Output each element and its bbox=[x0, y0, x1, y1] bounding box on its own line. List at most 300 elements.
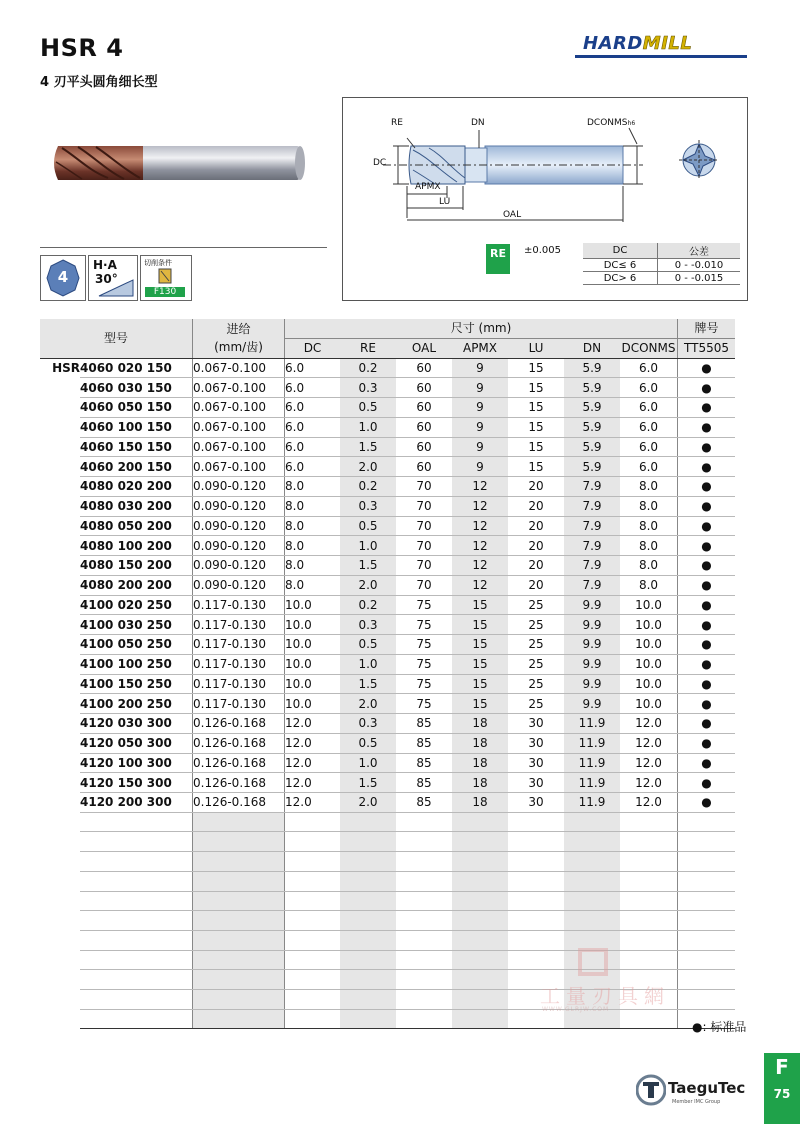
row-apmx-empty bbox=[452, 911, 508, 931]
row-re: 2.0 bbox=[340, 694, 396, 714]
table-row bbox=[40, 516, 735, 536]
row-oal-empty bbox=[396, 930, 452, 950]
row-dn: 11.9 bbox=[564, 793, 620, 813]
row-re: 0.5 bbox=[340, 635, 396, 655]
tolerance-header-tol: 公差 bbox=[658, 243, 741, 259]
table-row bbox=[40, 556, 735, 576]
row-apmx-empty bbox=[452, 871, 508, 891]
row-dn: 9.9 bbox=[564, 694, 620, 714]
row-re-empty bbox=[340, 891, 396, 911]
row-apmx-empty bbox=[452, 891, 508, 911]
row-dn: 11.9 bbox=[564, 773, 620, 793]
row-grade: ● bbox=[678, 575, 736, 595]
row-grade: ● bbox=[678, 398, 736, 418]
row-prefix bbox=[40, 575, 80, 595]
row-lu-empty bbox=[508, 871, 564, 891]
table-row bbox=[40, 417, 735, 437]
row-apmx-empty bbox=[452, 852, 508, 872]
row-prefix bbox=[40, 753, 80, 773]
row-oal-empty bbox=[396, 911, 452, 931]
row-apmx-empty bbox=[452, 832, 508, 852]
row-dconms-empty bbox=[620, 871, 678, 891]
table-row bbox=[40, 437, 735, 457]
row-prefix: HSR bbox=[52, 361, 80, 376]
row-dc: 6.0 bbox=[285, 437, 341, 457]
row-oal: 60 bbox=[396, 457, 452, 477]
row-dconms: 8.0 bbox=[620, 556, 678, 576]
row-re: 0.2 bbox=[340, 477, 396, 497]
row-apmx: 12 bbox=[452, 556, 508, 576]
row-prefix bbox=[40, 654, 80, 674]
row-feed: 0.067-0.100 bbox=[193, 417, 285, 437]
row-apmx: 15 bbox=[452, 595, 508, 615]
row-lu: 25 bbox=[508, 654, 564, 674]
row-oal: 60 bbox=[396, 378, 452, 398]
row-oal: 60 bbox=[396, 417, 452, 437]
row-re-empty bbox=[340, 989, 396, 1009]
row-dconms: 8.0 bbox=[620, 536, 678, 556]
row-apmx: 9 bbox=[452, 457, 508, 477]
row-code-empty bbox=[80, 950, 193, 970]
row-apmx-empty bbox=[452, 930, 508, 950]
tolerance-value: 0 - -0.010 bbox=[658, 259, 741, 272]
end-mill-image bbox=[48, 132, 310, 192]
row-prefix bbox=[40, 694, 80, 714]
product-table-body bbox=[40, 358, 735, 1029]
row-oal-empty bbox=[396, 1009, 452, 1029]
row-grade: ● bbox=[678, 378, 736, 398]
row-dconms: 6.0 bbox=[620, 358, 678, 378]
section-letter: F bbox=[775, 1055, 789, 1079]
row-code-empty bbox=[80, 812, 193, 832]
row-re: 0.3 bbox=[340, 615, 396, 635]
table-row bbox=[40, 733, 735, 753]
row-apmx: 12 bbox=[452, 496, 508, 516]
row-oal-empty bbox=[396, 812, 452, 832]
brand-logo bbox=[575, 30, 747, 64]
cutting-condition-code: F130 bbox=[145, 287, 185, 297]
tolerance-header-row bbox=[583, 243, 740, 259]
row-feed: 0.090-0.120 bbox=[193, 516, 285, 536]
row-feed: 0.117-0.130 bbox=[193, 674, 285, 694]
row-feed: 0.117-0.130 bbox=[193, 654, 285, 674]
row-oal: 70 bbox=[396, 536, 452, 556]
label-dc: DC bbox=[373, 158, 387, 168]
row-dc: 8.0 bbox=[285, 477, 341, 497]
row-oal: 85 bbox=[396, 773, 452, 793]
row-feed-empty bbox=[193, 950, 285, 970]
row-re: 0.2 bbox=[340, 358, 396, 378]
row-oal: 75 bbox=[396, 595, 452, 615]
row-grade-empty bbox=[678, 852, 736, 872]
row-apmx-empty bbox=[452, 812, 508, 832]
row-lu-empty bbox=[508, 852, 564, 872]
row-dconms: 12.0 bbox=[620, 773, 678, 793]
row-grade: ● bbox=[678, 595, 736, 615]
row-grade: ● bbox=[678, 733, 736, 753]
row-feed: 0.117-0.130 bbox=[193, 635, 285, 655]
row-apmx: 15 bbox=[452, 674, 508, 694]
row-dconms: 6.0 bbox=[620, 437, 678, 457]
row-re: 1.5 bbox=[340, 556, 396, 576]
table-row bbox=[40, 595, 735, 615]
row-dconms: 12.0 bbox=[620, 793, 678, 813]
row-code: 4100 200 250 bbox=[80, 694, 193, 714]
row-grade-empty bbox=[678, 891, 736, 911]
brand-part-mill: MILL bbox=[642, 33, 693, 54]
label-dconms-main: DCONMS bbox=[587, 118, 628, 128]
row-dn: 5.9 bbox=[564, 437, 620, 457]
empty-row bbox=[40, 911, 735, 931]
table-row bbox=[40, 773, 735, 793]
row-dc: 6.0 bbox=[285, 358, 341, 378]
row-feed: 0.117-0.130 bbox=[193, 595, 285, 615]
row-dn: 5.9 bbox=[564, 378, 620, 398]
row-grade: ● bbox=[678, 477, 736, 497]
row-grade-empty bbox=[678, 970, 736, 990]
row-re: 0.5 bbox=[340, 398, 396, 418]
row-apmx: 15 bbox=[452, 694, 508, 714]
table-row bbox=[40, 536, 735, 556]
header-grade: 牌号 bbox=[678, 319, 736, 338]
label-oal: OAL bbox=[503, 210, 522, 220]
legend-standard: ●: 标准品 bbox=[692, 1020, 747, 1034]
row-apmx: 9 bbox=[452, 417, 508, 437]
row-dc: 8.0 bbox=[285, 556, 341, 576]
row-oal: 70 bbox=[396, 496, 452, 516]
row-code: 4080 030 200 bbox=[80, 496, 193, 516]
row-re: 1.0 bbox=[340, 753, 396, 773]
row-code: 4100 030 250 bbox=[80, 615, 193, 635]
row-grade: ● bbox=[678, 753, 736, 773]
row-dn: 11.9 bbox=[564, 753, 620, 773]
row-grade: ● bbox=[678, 496, 736, 516]
row-feed: 0.117-0.130 bbox=[193, 694, 285, 714]
row-dc-empty bbox=[285, 812, 341, 832]
row-dc: 12.0 bbox=[285, 773, 341, 793]
row-grade: ● bbox=[678, 536, 736, 556]
row-dc-empty bbox=[285, 832, 341, 852]
row-apmx: 15 bbox=[452, 635, 508, 655]
row-oal: 70 bbox=[396, 477, 452, 497]
row-feed: 0.067-0.100 bbox=[193, 437, 285, 457]
cutting-condition-icon bbox=[140, 255, 192, 301]
row-lu: 20 bbox=[508, 536, 564, 556]
header-dimensions: 尺寸 (mm) bbox=[285, 319, 678, 338]
header-oal: OAL bbox=[396, 338, 452, 358]
row-dconms: 10.0 bbox=[620, 615, 678, 635]
row-prefix-empty bbox=[40, 970, 80, 990]
row-grade: ● bbox=[678, 674, 736, 694]
helix-value: 30° bbox=[95, 272, 118, 286]
row-feed: 0.117-0.130 bbox=[193, 615, 285, 635]
empty-row bbox=[40, 812, 735, 832]
row-apmx: 9 bbox=[452, 437, 508, 457]
row-code: 4120 150 300 bbox=[80, 773, 193, 793]
row-oal-empty bbox=[396, 852, 452, 872]
company-name: TaeguTec bbox=[668, 1079, 746, 1097]
row-oal: 75 bbox=[396, 654, 452, 674]
row-lu-empty bbox=[508, 832, 564, 852]
row-prefix bbox=[40, 378, 80, 398]
row-re-empty bbox=[340, 871, 396, 891]
row-lu: 30 bbox=[508, 714, 564, 734]
watermark-url: WWW.GLRJW.COM bbox=[542, 1006, 610, 1013]
row-grade: ● bbox=[678, 793, 736, 813]
row-re: 0.3 bbox=[340, 496, 396, 516]
row-grade: ● bbox=[678, 358, 736, 378]
row-feed: 0.090-0.120 bbox=[193, 556, 285, 576]
row-code: 4080 020 200 bbox=[80, 477, 193, 497]
row-dn: 9.9 bbox=[564, 615, 620, 635]
table-header-row bbox=[40, 319, 735, 338]
row-dc: 6.0 bbox=[285, 457, 341, 477]
row-grade-empty bbox=[678, 871, 736, 891]
row-re: 0.3 bbox=[340, 378, 396, 398]
row-code: 4080 050 200 bbox=[80, 516, 193, 536]
row-apmx: 9 bbox=[452, 358, 508, 378]
label-re: RE bbox=[391, 118, 403, 128]
row-lu: 25 bbox=[508, 694, 564, 714]
row-dconms: 10.0 bbox=[620, 674, 678, 694]
cutting-condition-label: 切削条件 bbox=[144, 259, 172, 267]
row-grade-empty bbox=[678, 832, 736, 852]
table-row bbox=[40, 358, 735, 378]
row-re: 2.0 bbox=[340, 575, 396, 595]
row-dconms: 10.0 bbox=[620, 635, 678, 655]
row-prefix-empty bbox=[40, 832, 80, 852]
row-feed: 0.067-0.100 bbox=[193, 378, 285, 398]
row-dn-empty bbox=[564, 812, 620, 832]
row-code-empty bbox=[80, 1009, 193, 1029]
row-code: 4120 030 300 bbox=[80, 714, 193, 734]
row-prefix bbox=[40, 398, 80, 418]
row-prefix bbox=[40, 674, 80, 694]
row-oal: 85 bbox=[396, 753, 452, 773]
row-oal: 85 bbox=[396, 714, 452, 734]
row-dn: 5.9 bbox=[564, 358, 620, 378]
row-apmx: 15 bbox=[452, 654, 508, 674]
row-dc-empty bbox=[285, 930, 341, 950]
row-dn-empty bbox=[564, 832, 620, 852]
company-sub: Member IMC Group bbox=[672, 1099, 721, 1105]
page-title: HSR 4 bbox=[40, 34, 124, 62]
header-dconms: DCONMS bbox=[620, 338, 678, 358]
row-re-empty bbox=[340, 812, 396, 832]
row-dc: 6.0 bbox=[285, 417, 341, 437]
row-feed-empty bbox=[193, 930, 285, 950]
row-grade: ● bbox=[678, 615, 736, 635]
brand-part-hard: HARD bbox=[583, 33, 643, 54]
row-dc: 8.0 bbox=[285, 536, 341, 556]
brand-underline bbox=[575, 55, 747, 58]
row-code: 4080 150 200 bbox=[80, 556, 193, 576]
row-code-empty bbox=[80, 832, 193, 852]
row-prefix bbox=[40, 496, 80, 516]
table-row bbox=[40, 496, 735, 516]
row-lu: 20 bbox=[508, 496, 564, 516]
header-lu: LU bbox=[508, 338, 564, 358]
row-grade: ● bbox=[678, 635, 736, 655]
row-oal: 75 bbox=[396, 694, 452, 714]
tolerance-value: 0 - -0.015 bbox=[658, 272, 741, 285]
row-prefix bbox=[40, 477, 80, 497]
row-oal: 60 bbox=[396, 437, 452, 457]
row-lu-empty bbox=[508, 911, 564, 931]
row-feed-empty bbox=[193, 832, 285, 852]
row-feed-empty bbox=[193, 891, 285, 911]
row-feed-empty bbox=[193, 911, 285, 931]
dc-tolerance-table bbox=[583, 243, 740, 285]
row-feed: 0.126-0.168 bbox=[193, 793, 285, 813]
row-lu: 15 bbox=[508, 358, 564, 378]
row-dc-empty bbox=[285, 989, 341, 1009]
row-lu: 15 bbox=[508, 417, 564, 437]
row-code-empty bbox=[80, 989, 193, 1009]
row-dconms: 8.0 bbox=[620, 477, 678, 497]
row-lu: 15 bbox=[508, 378, 564, 398]
row-dn: 7.9 bbox=[564, 575, 620, 595]
row-oal: 75 bbox=[396, 674, 452, 694]
tolerance-row bbox=[583, 259, 740, 272]
row-grade: ● bbox=[678, 556, 736, 576]
row-prefix bbox=[40, 516, 80, 536]
row-prefix bbox=[40, 417, 80, 437]
row-apmx: 18 bbox=[452, 793, 508, 813]
empty-row bbox=[40, 852, 735, 872]
row-dconms: 8.0 bbox=[620, 575, 678, 595]
tolerance-row bbox=[583, 272, 740, 285]
row-re: 0.5 bbox=[340, 733, 396, 753]
table-row bbox=[40, 635, 735, 655]
table-row bbox=[40, 477, 735, 497]
table-row bbox=[40, 753, 735, 773]
row-dconms: 8.0 bbox=[620, 496, 678, 516]
row-lu: 20 bbox=[508, 516, 564, 536]
row-apmx: 9 bbox=[452, 378, 508, 398]
taegutec-logo-icon bbox=[636, 1073, 666, 1107]
row-lu: 30 bbox=[508, 793, 564, 813]
row-dc: 12.0 bbox=[285, 733, 341, 753]
row-code: 4060 200 150 bbox=[80, 457, 193, 477]
row-dc: 10.0 bbox=[285, 635, 341, 655]
row-dn: 11.9 bbox=[564, 714, 620, 734]
row-prefix-empty bbox=[40, 812, 80, 832]
row-code: 4100 150 250 bbox=[80, 674, 193, 694]
row-feed: 0.090-0.120 bbox=[193, 575, 285, 595]
row-dn: 11.9 bbox=[564, 733, 620, 753]
row-dn: 7.9 bbox=[564, 496, 620, 516]
table-row bbox=[40, 674, 735, 694]
row-feed-empty bbox=[193, 871, 285, 891]
row-grade: ● bbox=[678, 457, 736, 477]
row-feed-empty bbox=[193, 989, 285, 1009]
row-code: 4060 030 150 bbox=[80, 378, 193, 398]
header-type: 型号 bbox=[40, 319, 193, 358]
row-re: 2.0 bbox=[340, 793, 396, 813]
row-lu: 15 bbox=[508, 437, 564, 457]
flute-count-value: 4 bbox=[57, 268, 69, 286]
row-code-empty bbox=[80, 852, 193, 872]
table-row bbox=[40, 615, 735, 635]
row-grade-empty bbox=[678, 930, 736, 950]
row-dc: 12.0 bbox=[285, 714, 341, 734]
row-feed: 0.126-0.168 bbox=[193, 733, 285, 753]
row-code: 4060 020 150 bbox=[80, 358, 193, 378]
helix-angle-icon bbox=[88, 255, 138, 301]
row-dconms: 10.0 bbox=[620, 694, 678, 714]
table-row bbox=[40, 457, 735, 477]
row-feed: 0.090-0.120 bbox=[193, 477, 285, 497]
row-dn: 9.9 bbox=[564, 595, 620, 615]
row-grade-empty bbox=[678, 911, 736, 931]
row-dc: 8.0 bbox=[285, 516, 341, 536]
row-feed: 0.067-0.100 bbox=[193, 358, 285, 378]
row-dconms: 12.0 bbox=[620, 753, 678, 773]
row-oal-empty bbox=[396, 832, 452, 852]
row-dc: 10.0 bbox=[285, 674, 341, 694]
row-dconms: 12.0 bbox=[620, 733, 678, 753]
header-feed-label: 进给 bbox=[226, 322, 251, 337]
row-apmx-empty bbox=[452, 950, 508, 970]
row-dc: 10.0 bbox=[285, 595, 341, 615]
row-lu: 20 bbox=[508, 556, 564, 576]
row-dn: 5.9 bbox=[564, 417, 620, 437]
table-row bbox=[40, 654, 735, 674]
row-lu: 25 bbox=[508, 595, 564, 615]
row-dconms: 10.0 bbox=[620, 595, 678, 615]
row-lu-empty bbox=[508, 812, 564, 832]
header-feed-unit: (mm/齿) bbox=[214, 340, 263, 355]
row-prefix bbox=[40, 793, 80, 813]
row-feed: 0.090-0.120 bbox=[193, 496, 285, 516]
row-grade: ● bbox=[678, 417, 736, 437]
header-re: RE bbox=[340, 338, 396, 358]
row-dc-empty bbox=[285, 950, 341, 970]
row-prefix bbox=[40, 536, 80, 556]
section-divider bbox=[40, 247, 327, 248]
row-dc: 10.0 bbox=[285, 615, 341, 635]
table-row bbox=[40, 398, 735, 418]
row-dc-empty bbox=[285, 1009, 341, 1029]
row-prefix-empty bbox=[40, 871, 80, 891]
row-dconms: 10.0 bbox=[620, 654, 678, 674]
row-re: 1.0 bbox=[340, 654, 396, 674]
row-apmx: 12 bbox=[452, 516, 508, 536]
row-dc: 6.0 bbox=[285, 398, 341, 418]
table-row bbox=[40, 714, 735, 734]
row-re-empty bbox=[340, 970, 396, 990]
label-dconms bbox=[587, 118, 635, 128]
row-oal: 70 bbox=[396, 556, 452, 576]
row-dn: 9.9 bbox=[564, 674, 620, 694]
header-apmx: APMX bbox=[452, 338, 508, 358]
row-oal-empty bbox=[396, 871, 452, 891]
row-grade: ● bbox=[678, 714, 736, 734]
label-dn: DN bbox=[471, 118, 485, 128]
table-row bbox=[40, 793, 735, 813]
row-dn: 7.9 bbox=[564, 556, 620, 576]
row-prefix bbox=[40, 595, 80, 615]
row-prefix-empty bbox=[40, 950, 80, 970]
row-re-empty bbox=[340, 852, 396, 872]
row-oal: 85 bbox=[396, 733, 452, 753]
row-code: 4100 020 250 bbox=[80, 595, 193, 615]
row-dc-empty bbox=[285, 871, 341, 891]
row-dn: 7.9 bbox=[564, 536, 620, 556]
row-dc: 8.0 bbox=[285, 496, 341, 516]
row-apmx: 15 bbox=[452, 615, 508, 635]
